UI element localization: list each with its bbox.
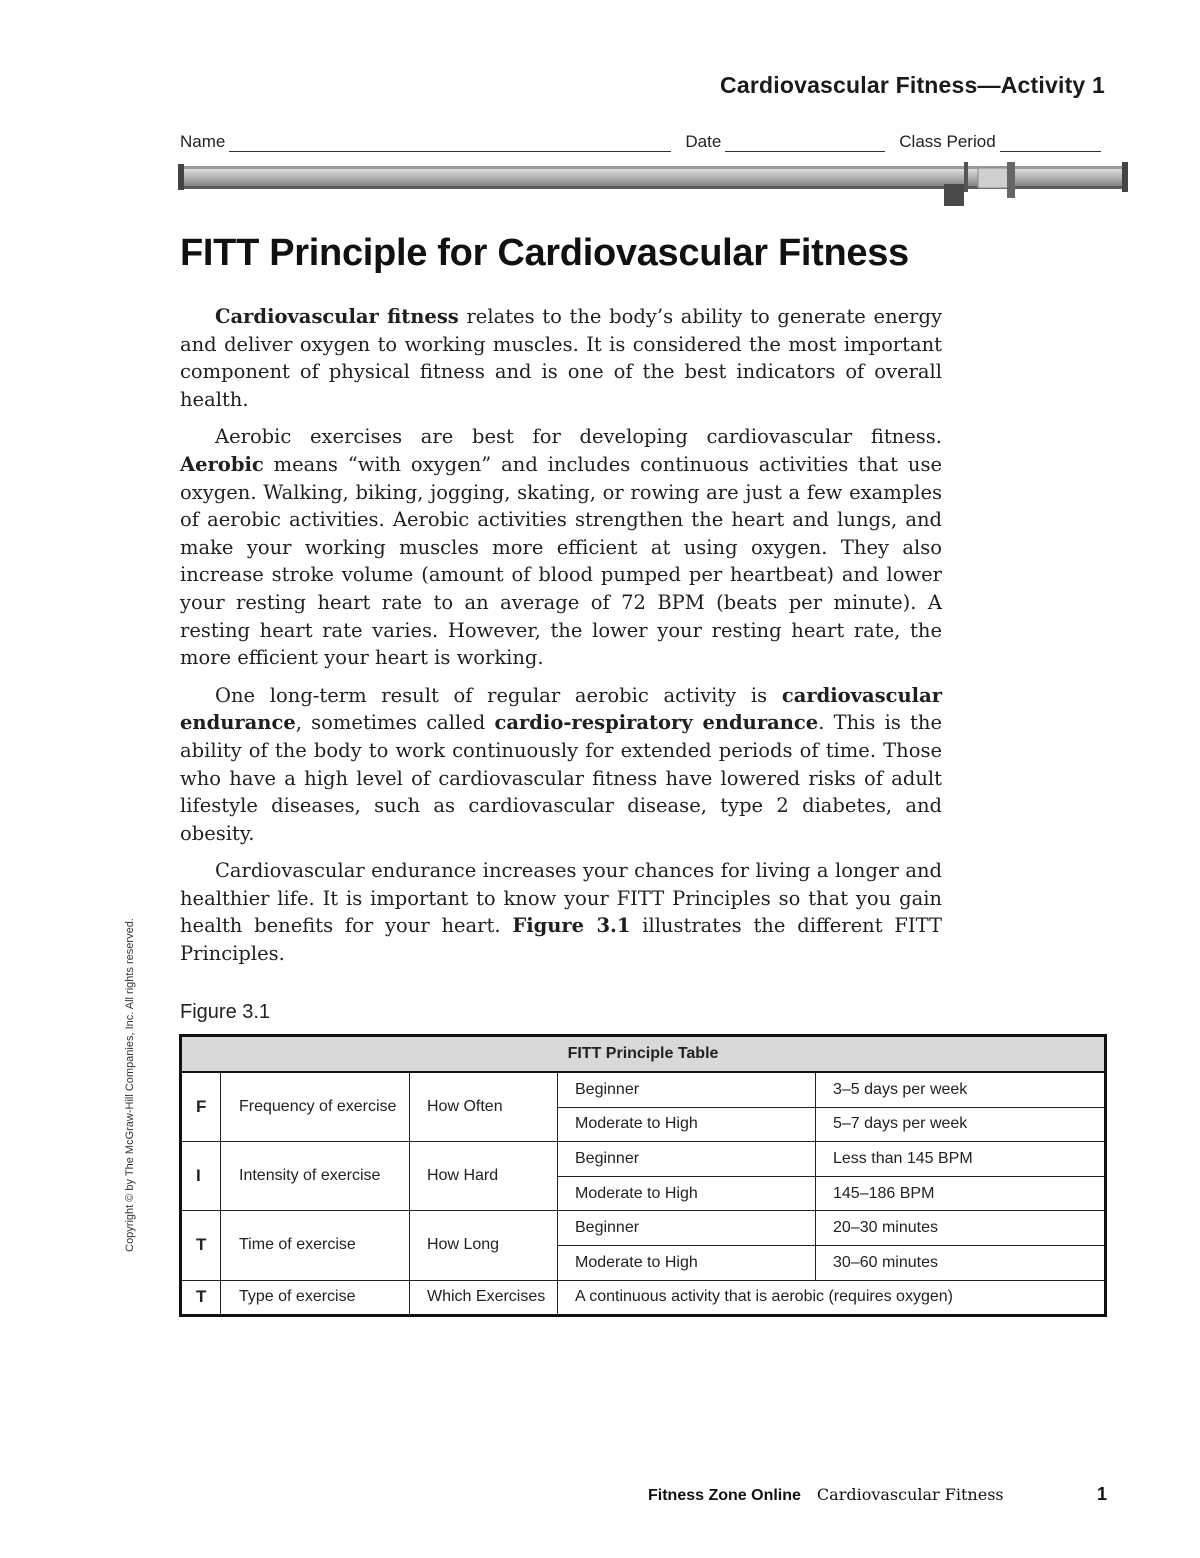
value-cell: Less than 145 BPM [816,1142,1106,1177]
table-row [181,1211,1106,1246]
value-cell: 5–7 days per week [816,1107,1106,1142]
value-cell: 30–60 minutes [816,1245,1106,1280]
term-cardiovascular-endurance: cardiovascular endurance [180,683,942,735]
date-label: Date [685,132,722,151]
component-name: Frequency of exercise [221,1072,410,1142]
fitt-letter: I [181,1142,221,1211]
footer-section: Cardiovascular Fitness [816,1485,1004,1504]
footer-brand: Fitness Zone Online [648,1487,801,1504]
class-period-field[interactable] [1000,131,1101,152]
student-info-fields [180,124,1105,152]
table-row [181,1072,1106,1107]
value-cell: 3–5 days per week [816,1072,1106,1107]
table-row [181,1142,1106,1177]
copyright-notice [120,915,140,1255]
fitt-letter: T [181,1280,221,1316]
component-question: How Often [410,1072,558,1142]
term-cardio-respiratory-endurance: cardio-respiratory endurance [494,711,819,735]
name-field[interactable] [229,131,671,152]
component-question: How Long [410,1211,558,1280]
paragraph-4 [180,857,942,967]
copyright-text: Copyright © by The McGraw-Hill Companies, Inc. All rights reserved. [124,918,136,1252]
fitt-principle-table [179,1034,1107,1317]
name-label: Name [180,132,226,151]
term-aerobic: Aerobic [180,452,264,476]
paragraph-4-text-b: illustrates the different FITT Principles. [180,914,942,966]
value-cell: 20–30 minutes [816,1211,1106,1246]
table-row [181,1280,1106,1316]
level-cell: Moderate to High [558,1176,816,1211]
component-name: Intensity of exercise [221,1142,410,1211]
term-cardiovascular-fitness: Cardiovascular fitness [215,305,459,328]
decorative-header-bar [178,162,1128,210]
fitt-letter: F [181,1072,221,1142]
class-period-label: Class Period [899,132,996,151]
page-title: FITT Principle for Cardiovascular Fitness [180,232,909,274]
paragraph-2 [180,423,942,671]
paragraph-3-text-c: . This is the ability of the body to work continuously for extended periods of time. Those who have a high level of cardiovascular fitness have lowered risks of adult lifestyle diseases, such as cardiovascular disease, type 2 diabetes, and obesity. [180,711,942,845]
paragraph-2-text-a: Aerobic exercises are best for developing cardiovascular fitness. [215,425,942,449]
value-cell: 145–186 BPM [816,1176,1106,1211]
component-question: How Hard [410,1142,558,1211]
paragraph-2-text-b: means “with oxygen” and includes continuous activities that use oxygen. Walking, biking, jogging, skating, or rowing are just a few examples of aerobic activities. Aerobic activities strengthen the heart and lungs, and make your working muscles more efficient at using oxygen. They also increase stroke volume (amount of blood pumped per heartbeat) and lower your resting heart rate to an average of 72 BPM (beats per minute). A resting heart rate varies. However, the lower your resting heart rate, the more efficient your heart is working. [180,452,942,670]
table-caption-row [181,1036,1106,1073]
level-cell: Beginner [558,1142,816,1177]
fitt-letter: T [181,1211,221,1280]
paragraph-1-text: relates to the body’s ability to generate energy and deliver oxygen to working muscles. It is considered the most important component of physical fitness and is one of the best indicators of overall health. [180,305,942,411]
component-name: Type of exercise [221,1280,410,1316]
level-cell: Moderate to High [558,1245,816,1280]
component-name: Time of exercise [221,1211,410,1280]
paragraph-3-text-b: , sometimes called [295,711,495,735]
activity-title: Cardiovascular Fitness—Activity 1 [720,72,1105,98]
level-cell: Moderate to High [558,1107,816,1142]
date-field[interactable] [725,131,885,152]
paragraph-1 [180,303,942,413]
component-question: Which Exercises [410,1280,558,1316]
level-cell: Beginner [558,1072,816,1107]
paragraph-3 [180,682,942,848]
figure-label: Figure 3.1 [180,1001,271,1023]
level-cell: Beginner [558,1211,816,1246]
body-text [180,303,942,978]
component-description: A continuous activity that is aerobic (requires oxygen) [558,1280,1106,1316]
table-caption: FITT Principle Table [181,1036,1106,1073]
paragraph-3-text-a: One long-term result of regular aerobic activity is [215,683,782,707]
page-footer [648,1485,1004,1505]
page-number: 1 [1096,1484,1107,1504]
paragraph-4-text-a: Cardiovascular endurance increases your chances for living a longer and healthier life. It is important to know your FITT Principles so that you gain health benefits for your heart. [180,859,942,938]
figure-reference: Figure 3.1 [512,914,631,938]
